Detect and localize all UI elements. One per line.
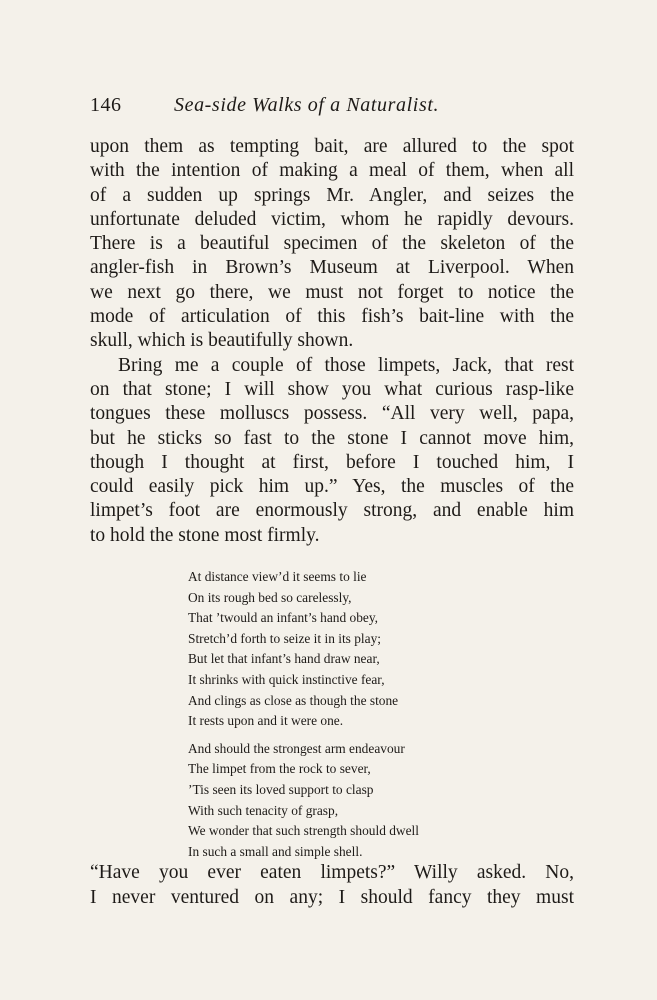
poem-line: We wonder that such strength should dwell [188,823,419,839]
poem-line: But let that infant’s hand draw near, [188,651,380,667]
poem-line: It shrinks with quick instinctive fear, [188,671,385,687]
text-line: skull, which is beautifully shown. [90,330,354,352]
poem-line: At distance view’d it seems to lie [188,569,367,584]
text-line: could easily pick him up.” Yes, the muscles of the [90,476,574,498]
text-line: with the intention of making a meal of them, when all [90,160,574,182]
text-line: we next go there, we must not forget to notice the [90,281,574,303]
text-line: tongues these molluscs possess. “All very well, papa, [90,403,574,425]
poem-line: With such tenacity of grasp, [188,802,339,818]
text-line: mode of articulation of this fish’s bait-line with the [90,306,574,328]
text-line: angler-fish in Brown’s Museum at Liverpool. When [90,257,574,279]
poem-line: On its rough bed so carelessly, [188,589,352,605]
text-line: I never ventured on any; I should fancy they must [90,887,574,908]
page-number: 146 [90,94,122,116]
stanza-gap [188,732,508,739]
poem-stanza-2 [188,739,508,863]
page-header [90,94,574,124]
poem-line: In such a small and simple shell. [188,843,363,859]
text-line: unfortunate deluded victim, whom he rapidly devours. [90,208,574,230]
poem-line: The limpet from the rock to sever, [188,761,371,777]
text-line: though I thought at first, before I touched him, I [90,451,574,473]
poem-line: And should the strongest arm endeavour [188,740,405,756]
paragraph-3 [90,860,574,910]
poem-line: ’Tis seen its loved support to clasp [188,781,374,797]
text-line: limpet’s foot are enormously strong, and enable him [90,500,574,522]
paragraph-2 [90,354,574,548]
poem [188,567,508,862]
text-line: to hold the stone most firmly. [90,524,320,546]
text-line: Bring me a couple of those limpets, Jack, that rest [118,354,574,376]
text-line: of a sudden up springs Mr. Angler, and seizes the [90,184,574,206]
paragraph-1 [90,135,574,354]
poem-line: It rests upon and it were one. [188,713,344,729]
poem-line: And clings as close as though the stone [188,692,399,708]
text-line: “Have you ever eaten limpets?” Willy asked. No, [90,862,574,883]
text-line: upon them as tempting bait, are allured to the spot [90,136,574,157]
running-title: Sea-side Walks of a Naturalist. [174,94,440,116]
poem-stanza-1 [188,567,508,732]
text-line: but he sticks so fast to the stone I cannot move him, [90,427,574,449]
text-line: There is a beautiful specimen of the skeleton of the [90,233,574,255]
poem-line: Stretch’d forth to seize it in its play; [188,630,382,646]
text-line: on that stone; I will show you what curious rasp-like [90,378,574,400]
body-text [90,135,574,548]
poem-line: That ’twould an infant’s hand obey, [188,610,379,626]
